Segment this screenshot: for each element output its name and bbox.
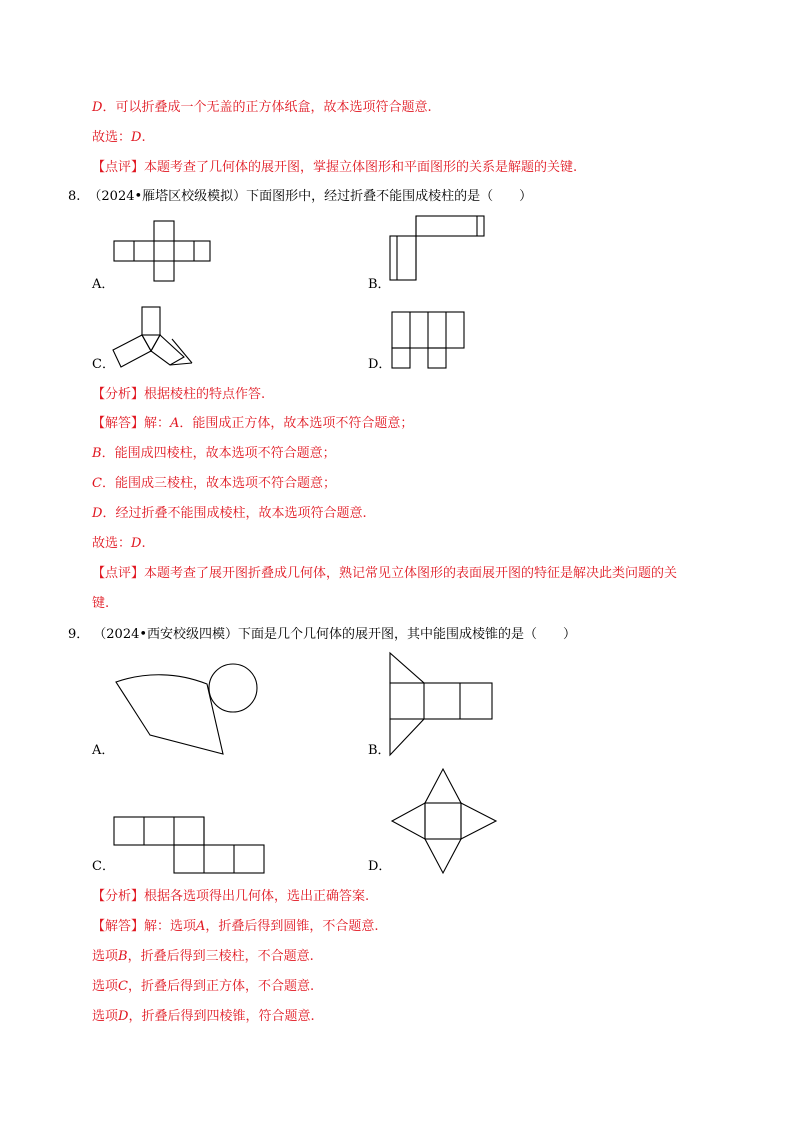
q8-analysis: 【分析】根据棱柱的特点作答. [92,387,266,402]
q8-option-a-label: A． [92,277,115,292]
solution-text: ，折叠后得到正方体，不合题意. [127,979,315,994]
q8-option-d-label: D． [368,357,392,372]
answer-suffix: . [141,536,146,551]
q8-solution-line-4 [92,505,367,523]
q9-option-d-label: D． [368,859,392,874]
q8-solution-line-3 [92,475,336,493]
q9-solution-line-1 [92,918,379,936]
q9-solution-line-3 [92,978,314,996]
solution-text: ，折叠后得到四棱锥，符合题意. [128,1009,315,1024]
q8-option-b-label: B． [368,277,391,292]
q9-analysis: 【分析】根据各选项得出几何体，选出正确答案. [92,889,370,904]
q8-answer [92,535,146,553]
option-letter: B [118,949,128,964]
q9-figure-c [112,815,266,875]
answer-suffix: . [141,130,146,145]
solution-text: ．经过折叠不能围成棱柱，故本选项符合题意. [102,506,367,521]
q9-stem [68,626,576,644]
q9-stem-text: （2024•西安校级四模）下面是几个几何体的展开图，其中能围成棱锥的是（ ） [93,627,577,642]
answer-prefix: 故选： [92,536,132,551]
q8-solution-line-2 [92,445,336,463]
option-letter: D [118,1009,129,1024]
q9-figure-b [388,651,496,759]
prev-option-d-line [92,99,432,117]
solution-prefix: 【解答】解：选项 [92,919,197,934]
q8-comment-line-1: 【点评】本题考查了展开图折叠成几何体，熟记常见立体图形的表面展开图的特征是解决此类问题的关 [92,566,678,581]
q8-comment-line-2: 键. [92,596,110,611]
option-letter: C [118,979,128,994]
q9-figure-a [112,662,272,756]
solution-prefix: 【解答】解： [92,416,171,431]
q8-stem [68,188,532,206]
q9-solution-line-2 [92,948,314,966]
solution-text: ．能围成正方体，故本选项不符合题意； [179,416,414,431]
q8-figure-b [388,214,488,284]
solution-prefix: 选项 [92,979,119,994]
q9-option-c-label: C． [92,859,115,874]
solution-text: ，折叠后得到圆锥，不合题意. [205,919,379,934]
q8-option-c-label: C． [92,357,115,372]
option-text: ．可以折叠成一个无盖的正方体纸盒，故本选项符合题意. [102,100,432,115]
option-letter: C [92,476,102,491]
q8-solution-line-1 [92,415,413,433]
option-letter: A [170,416,180,431]
q9-option-b-label: B． [368,743,391,758]
option-letter: D [92,100,103,115]
q8-figure-a [112,220,212,282]
solution-text: ，折叠后得到三棱柱，不合题意. [127,949,314,964]
solution-text: ．能围成四棱柱，故本选项不符合题意； [101,446,336,461]
q8-figure-d [390,310,466,370]
answer-letter: D [131,130,142,145]
option-letter: B [92,446,102,461]
q9-number: 9． [68,627,90,642]
q8-number: 8. [68,189,81,204]
solution-prefix: 选项 [92,1009,119,1024]
option-letter: A [196,919,206,934]
solution-text: ．能围成三棱柱，故本选项不符合题意； [101,476,336,491]
option-letter: D [92,506,103,521]
q8-figure-c [112,305,194,369]
q8-stem-text: （2024•雁塔区校级模拟）下面图形中，经过折叠不能围成棱柱的是（ ） [88,189,533,204]
q9-option-a-label: A． [92,743,115,758]
answer-letter: D [131,536,142,551]
q9-figure-d [390,767,500,875]
q9-solution-line-4 [92,1008,315,1026]
prev-comment: 【点评】本题考查了几何体的展开图，掌握立体图形和平面图形的关系是解题的关键. [92,160,578,175]
solution-prefix: 选项 [92,949,119,964]
answer-prefix: 故选： [92,130,132,145]
prev-answer [92,129,146,147]
